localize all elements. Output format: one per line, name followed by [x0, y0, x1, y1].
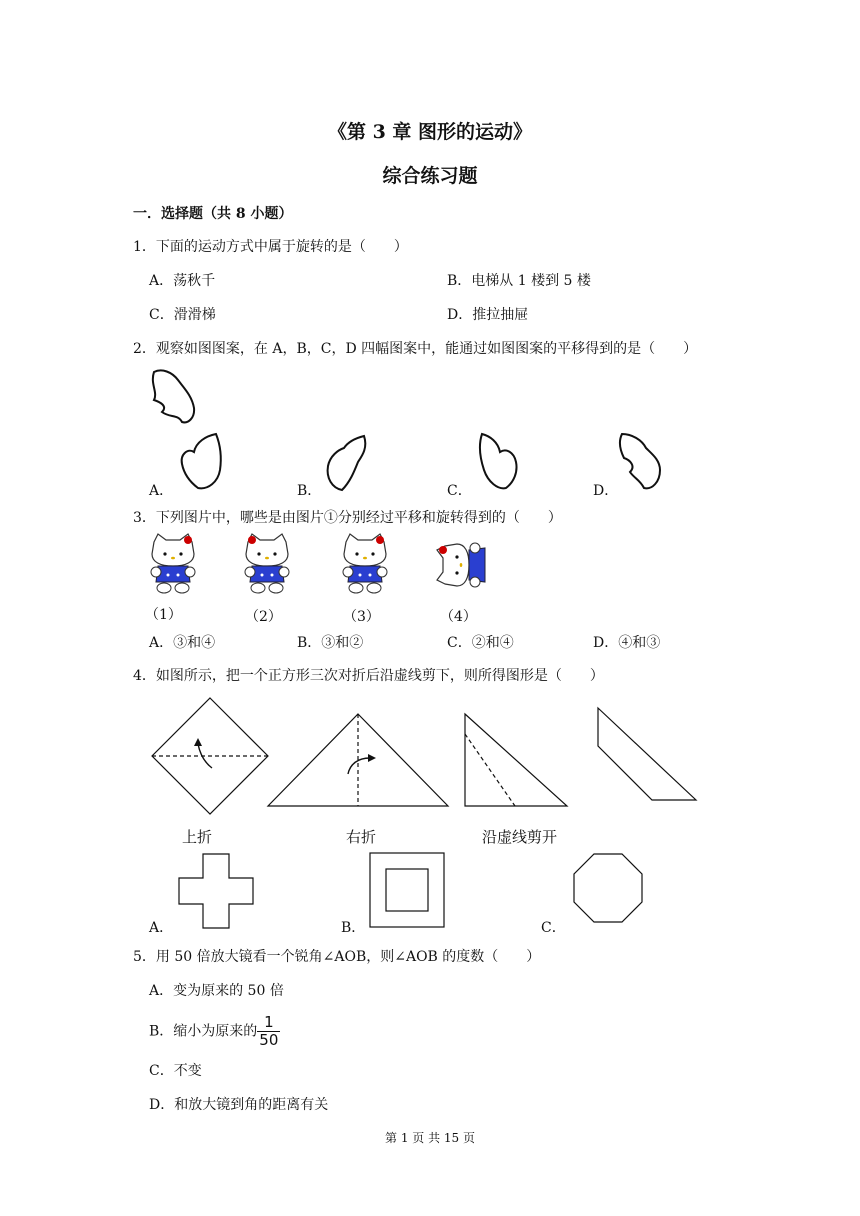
q5-stem: 5．用 50 倍放大镜看一个锐角∠AOB，则∠AOB 的度数（ ）	[133, 949, 541, 965]
q2-option-a-leaf	[176, 430, 228, 494]
q3-option-c: C．②和④	[447, 635, 514, 651]
page-footer: 第 1 页 共 15 页	[385, 1131, 475, 1145]
q5-option-b-fraction	[257, 1014, 280, 1049]
q4-fold-step-2	[266, 712, 450, 808]
q4-cut-piece	[596, 706, 700, 802]
q3-option-d: D．④和③	[593, 635, 661, 651]
q1-option-c: C．滑滑梯	[149, 307, 216, 323]
q3-kitty-2	[242, 532, 292, 594]
q1-option-d: D．推拉抽屉	[447, 307, 529, 323]
q3-option-a: A．③和④	[149, 635, 216, 651]
q2-option-a: A．	[149, 483, 174, 499]
q2-option-d: D．	[593, 483, 619, 499]
q3-label-2: （2）	[245, 609, 282, 625]
q2-option-c: C．	[447, 483, 472, 499]
q1-stem: 1．下面的运动方式中属于旋转的是（ ）	[133, 239, 408, 255]
q4-option-c-octagon	[572, 852, 644, 924]
q5-option-a: A．变为原来的 50 倍	[149, 983, 284, 999]
q3-label-3: （3）	[343, 609, 380, 625]
q3-kitty-4	[434, 540, 498, 590]
q3-option-b: B．③和②	[297, 635, 364, 651]
q4-fold-step-3	[463, 712, 569, 808]
q4-option-b: B．	[341, 920, 366, 936]
q4-option-b-square-frame	[369, 852, 445, 928]
q4-option-a: A．	[149, 920, 174, 936]
q3-kitty-3	[340, 532, 390, 594]
q4-option-a-cross	[177, 852, 255, 930]
q4-fold-step-1	[150, 696, 270, 816]
q3-label-4: （4）	[440, 609, 477, 625]
q1-option-b: B．电梯从 1 楼到 5 楼	[447, 273, 591, 289]
document-subtitle: 综合练习题	[382, 165, 478, 187]
q1-option-a: A．荡秋千	[149, 273, 216, 289]
q2-option-b: B．	[297, 483, 322, 499]
q2-stem: 2．观察如图图案，在 A，B，C，D 四幅图案中，能通过如图图案的平移得到的是（ ）	[133, 341, 698, 357]
q3-kitty-1	[148, 532, 198, 594]
q4-stem: 4．如图所示，把一个正方形三次对折后沿虚线剪下，则所得图形是（ ）	[133, 668, 604, 684]
q2-option-c-leaf	[472, 430, 524, 494]
q4-caption-right-fold: 右折	[346, 828, 377, 846]
q4-caption-up-fold: 上折	[182, 828, 213, 846]
q4-option-c: C．	[541, 920, 566, 936]
q2-original-leaf	[148, 366, 198, 428]
q3-label-1: （1）	[145, 607, 182, 623]
q2-option-d-leaf	[616, 430, 668, 494]
q5-option-d: D．和放大镜到角的距离有关	[149, 1097, 329, 1113]
fraction-numerator: 1	[257, 1014, 280, 1032]
q5-option-c: C．不变	[149, 1063, 202, 1079]
section-heading: 一．选择题（共 8 小题）	[133, 206, 293, 222]
q4-caption-cut: 沿虚线剪开	[482, 828, 558, 846]
q5-option-b	[149, 1014, 280, 1049]
fraction-denominator: 50	[259, 1031, 279, 1049]
document-title: 《第 3 章 图形的运动》	[327, 121, 533, 143]
q2-option-b-leaf	[322, 432, 374, 496]
q3-stem: 3．下列图片中，哪些是由图片①分别经过平移和旋转得到的（ ）	[133, 510, 562, 526]
q5-option-b-text: B．缩小为原来的	[149, 1023, 258, 1040]
